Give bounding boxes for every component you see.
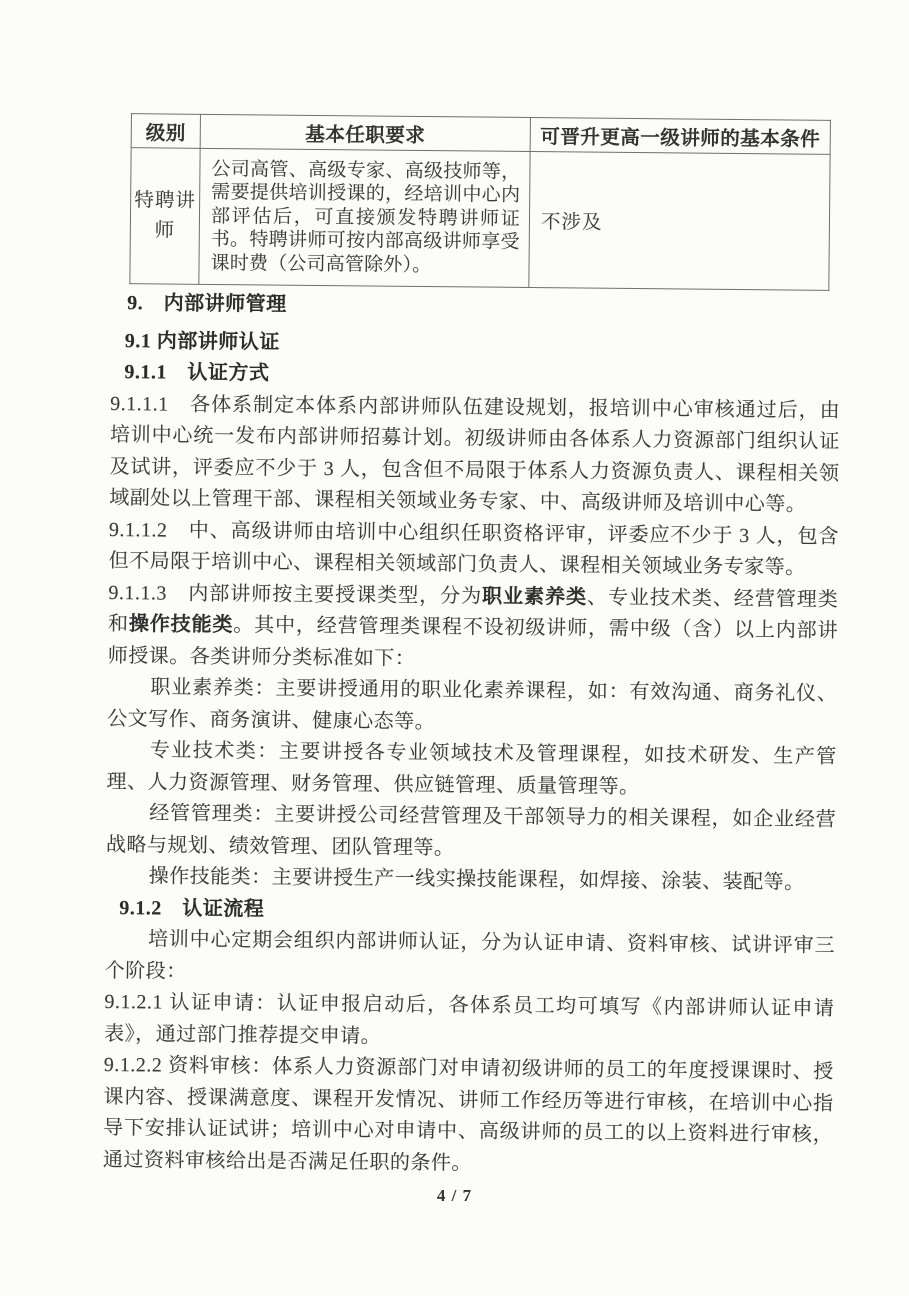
heading-section-9-1-1: 9.1.1 认证方式 xyxy=(124,361,270,385)
cell-requirements: 公司高管、高级专家、高级技师等，需要提供培训授课的，经培训中心内部评估后，可直接颁发特聘讲师证书。特聘讲师可按内部高级讲师享受课时费（公司高管除外）。 xyxy=(199,148,530,287)
paragraph-9-1-2-1: 9.1.2.1 认证申请：认证申报启动后，各体系员工均可填写《内部讲师认证申请表》，通过部门推荐提交申请。 xyxy=(104,990,835,1048)
paragraph-9-1-2-2: 9.1.2.2 资料审核：体系人力资源部门对申请初级讲师的员工的年度授课课时、授课内容、授课满意度、课程开发情况、讲师工作经历等进行审核，在培训中心指导下安排认证试讲；培训中心对申请中、高级讲师的员工的以上资料进行审核，通过资料审核给出是否满足任职的条件。 xyxy=(102,1053,834,1174)
table-row xyxy=(130,148,830,291)
table-header-requirements: 基本任职要求 xyxy=(200,114,530,151)
cell-promotion: 不涉及 xyxy=(529,152,830,291)
paragraph-9-1-1-3-seg3: 、专业技术类、经营管理类和 xyxy=(107,586,839,636)
paragraph-category-management: 经管管理类：主要讲授公司经营管理及干部领导力的相关课程，如企业经营战略与规划、绩效管理、团队管理等。 xyxy=(105,802,837,859)
scanned-content xyxy=(103,111,843,1183)
paragraph-9-1-1-1: 9.1.1.1 各体系制定本体系内部讲师队伍建设规划，报培训中心审核通过后，由培训中心统一发布内部讲师招募计划。初级讲师由各体系人力资源部门组织认证及试讲，评委应不少于 3 人，包含但不局限于体系人力资源负责人、课程相关领域副处以上管理干部、课程相关领域业务专家、中、高级讲师及培训中心等。 xyxy=(109,392,841,516)
paragraph-9-1-1-2: 9.1.1.2 中、高级讲师由培训中心组织任职资格评审，评委应不少于 3 人，包含但不局限于培训中心、课程相关领域部门负责人、课程相关领域业务专家等。 xyxy=(108,518,840,579)
table-header-promotion: 可晋升更高一级讲师的基本条件 xyxy=(530,118,830,155)
heading-section-9: 9. 内部讲师管理 xyxy=(127,292,287,316)
page-number: 4 / 7 xyxy=(436,1186,473,1205)
heading-section-9-1: 9.1 内部讲师认证 xyxy=(124,329,280,354)
paragraph-process-intro: 培训中心定期会组织内部讲师认证，分为认证申请、资料审核、试讲评审三个阶段： xyxy=(104,928,836,983)
paragraph-9-1-1-3-seg5: 。其中，经营管理类课程不设初级讲师，需中级（含）以上内部讲师授课。各类讲师分类标准如下： xyxy=(107,614,839,670)
paragraph-9-1-1-3-seg1: 9.1.1.3 内部讲师按主要授课类型，分为 xyxy=(108,581,483,608)
paragraph-category-technical: 专业技术类：主要讲授各专业领域技术及管理课程，如技术研发、生产管理、人力资源管理、财务管理、供应链管理、质量管理等。 xyxy=(106,739,837,798)
paragraph-9-1-1-3 xyxy=(108,577,839,679)
table-header-level: 级别 xyxy=(131,114,200,149)
cell-level: 特聘讲师 xyxy=(130,148,200,285)
paragraph-9-1-1-3-bold-professional: 职业素养类 xyxy=(482,585,588,609)
paragraph-category-professional: 职业素养类：主要讲授通用的职业化素养课程，如：有效沟通、商务礼仪、公文写作、商务演讲、健康心态等。 xyxy=(107,676,838,733)
lecturer-level-table xyxy=(129,113,831,291)
paragraph-9-1-1-3-bold-operation: 操作技能类 xyxy=(128,613,234,637)
paragraph-category-operation: 操作技能类：主要讲授生产一线实操技能课程，如焊接、涂装、装配等。 xyxy=(148,865,805,894)
heading-section-9-1-2: 9.1.2 认证流程 xyxy=(119,896,265,920)
